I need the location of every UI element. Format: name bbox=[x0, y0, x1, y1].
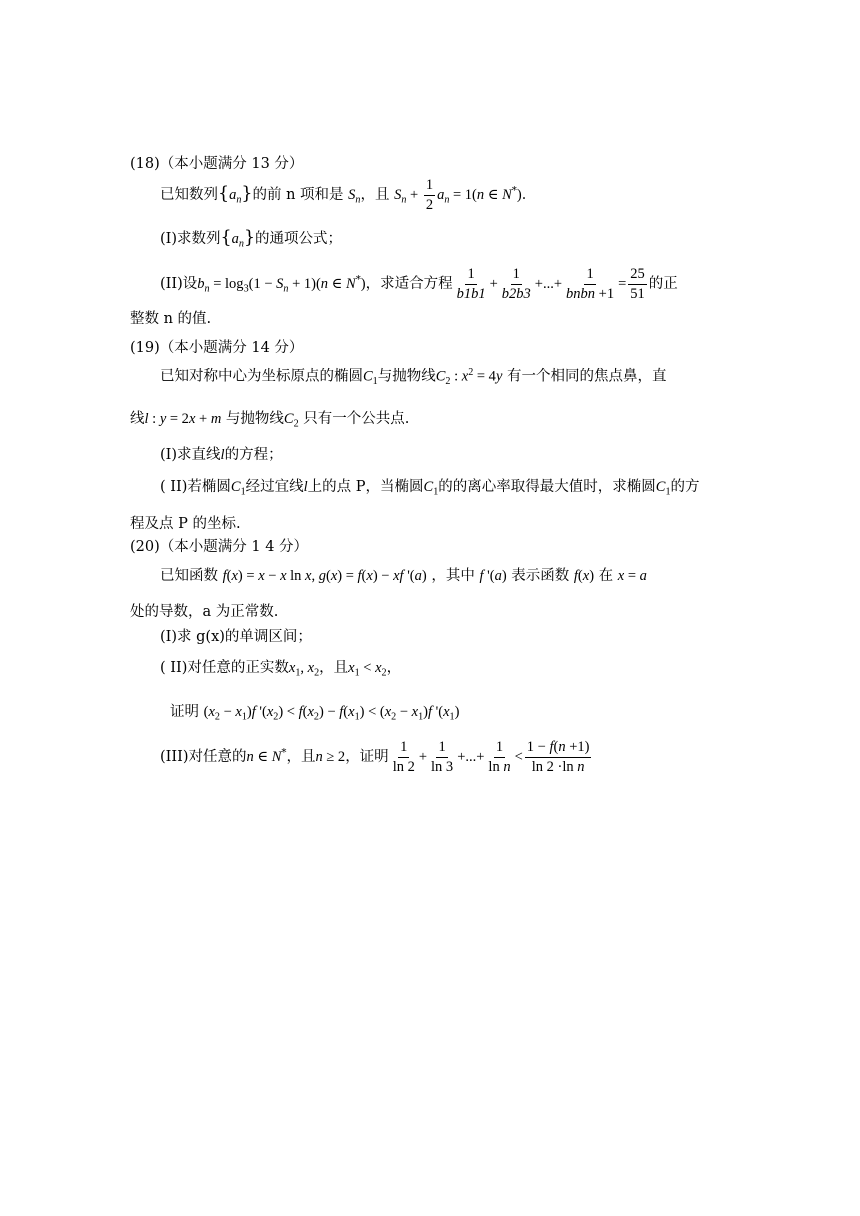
q18-part2-text2: ，求适合方程 bbox=[365, 276, 453, 292]
q20-line2: 处的导数，a 为正常数. bbox=[130, 604, 279, 620]
q19-part2-text4: 的的离心率取得最大值时，求椭圆 bbox=[438, 479, 656, 495]
q20-proof: 证明 $(x_2 - x_1)f$ '$(x_2) < f(x_2) - f(x_1) < (x_2 - x_1)f$ '$(x_1)$ bbox=[170, 704, 460, 723]
q20-line1-text2: ，其中 bbox=[431, 568, 475, 584]
q18-stem: 已知数列$\{a_n\}$的前 n 项和是 $S_n$，且 $S_n$ + $\frac{1}{2}$ $a_n = 1(n$ ∈ N*)． bbox=[160, 177, 537, 213]
q20-line1-text4: 在 bbox=[598, 568, 614, 584]
q20-line1-text3: 表示函数 bbox=[511, 568, 570, 584]
q19-part2-text: ( II)若椭圆 bbox=[160, 479, 231, 495]
q19-line1-text2: 与抛物线 bbox=[377, 368, 436, 385]
q20-part2-text: ( II)对任意的正实数 bbox=[160, 660, 289, 676]
q20-header: (20)（本小题满分 1 4 分） bbox=[130, 539, 309, 555]
q18-stem-end: ． bbox=[521, 187, 537, 203]
q20-line1-text: 已知函数 bbox=[160, 568, 218, 584]
q18-part1-text2: 的通项公式； bbox=[255, 231, 343, 247]
q19-part2: ( II)若椭圆$C_1$经过宜线l上的点 P，当椭圆$C_1$的的离心率取得最大值时，求椭圆$C_1$的方 bbox=[160, 479, 700, 498]
q19-line2-text2: 与抛物线 bbox=[225, 411, 284, 427]
q19-line2-text: 线 bbox=[130, 411, 145, 427]
q18-tail: 整数 n 的值. bbox=[130, 311, 212, 327]
q20-line1: 已知函数 f(x) = x − x ln x, g(x) = f(x) − xf '(a) ，其中 f '(a) 表示函数 f(x) 在 x = a bbox=[160, 568, 647, 584]
q20-part3-text: (III)对任意的 bbox=[160, 749, 247, 765]
q19-line1-text: 已知对称中心为坐标原点的椭圆 bbox=[160, 368, 363, 385]
q20-part2-text3: ， bbox=[386, 660, 402, 676]
q19-part2-text5: 的方 bbox=[670, 479, 700, 495]
q19-part2-text2: 经过宜线 bbox=[245, 479, 304, 495]
q18-stem-text2: 的前 n 项和是 bbox=[252, 187, 344, 203]
q19-header: (19)（本小题满分 14 分） bbox=[130, 340, 304, 356]
q18-stem-text: 已知数列 bbox=[160, 187, 218, 203]
q19-part1-text: (I)求直线 bbox=[160, 447, 221, 463]
q18-part2-text: (II)设 bbox=[160, 276, 198, 292]
q19-tail: 程及点 P 的坐标. bbox=[130, 516, 241, 532]
q19-line1-text3: 有一个相同的焦点鼻，直 bbox=[506, 368, 667, 385]
q19-line1: 已知对称中心为坐标原点的椭圆$C_1$与抛物线$C_2$ : $x^2 = 4y$ 有一个相同的焦点鼻，直 bbox=[160, 367, 667, 388]
q20-part1: (I)求 g(x)的单调区间； bbox=[160, 629, 312, 645]
q19-part1: (I)求直线l的方程； bbox=[160, 447, 283, 463]
q18-part1-text: (I)求数列 bbox=[160, 231, 221, 247]
q18-part1: (I)求数列$\{a_n\}$的通项公式； bbox=[160, 228, 343, 250]
q20-part2: ( II)对任意的正实数$x_1$, $x_2$，且$x_1 < x_2$， bbox=[160, 660, 402, 679]
q20-part3-text2: ，且 bbox=[286, 749, 316, 765]
q18-stem-text3: ，且 bbox=[360, 187, 390, 203]
q20-part3: (III)对任意的n ∈ N*，且n ≥ 2，证明 $\frac{1}{\ln 2}$ + $\frac{1}{\ln 3}$ +...+ $\frac{1}{\text{ln n}}$ < $\frac{1 - f(n +1)}{\text{ln 2 ·ln n}}$ bbox=[160, 739, 590, 775]
q20-part2-text2: ，且 bbox=[319, 660, 349, 676]
q18-part2-text3: 的正 bbox=[648, 276, 678, 292]
q19-part2-text3: 上的点 P，当椭圆 bbox=[307, 479, 424, 495]
q20-proof-text: 证明 bbox=[170, 704, 199, 720]
q19-line2-text3: 只有一个公共点. bbox=[303, 411, 410, 427]
q18-part2: (II)设$b_n = \log_3(1 - S_n + 1)(n$ ∈ N*)，求适合方程 $\frac{1}{b1b1}$ + $\frac{1}{b2b3}$ +...+ $\frac{1}{\text{bnbn +1}}$ = $\frac{25}{51}$ 的正 bbox=[160, 266, 678, 302]
q18-header: (18)（本小题满分 13 分） bbox=[130, 156, 304, 172]
q20-part3-text3: ，证明 bbox=[345, 749, 389, 765]
q19-part1-text2: 的方程； bbox=[224, 447, 283, 463]
q19-line2: 线l : y = 2x + m 与抛物线$C_2$ 只有一个公共点. bbox=[130, 411, 410, 430]
